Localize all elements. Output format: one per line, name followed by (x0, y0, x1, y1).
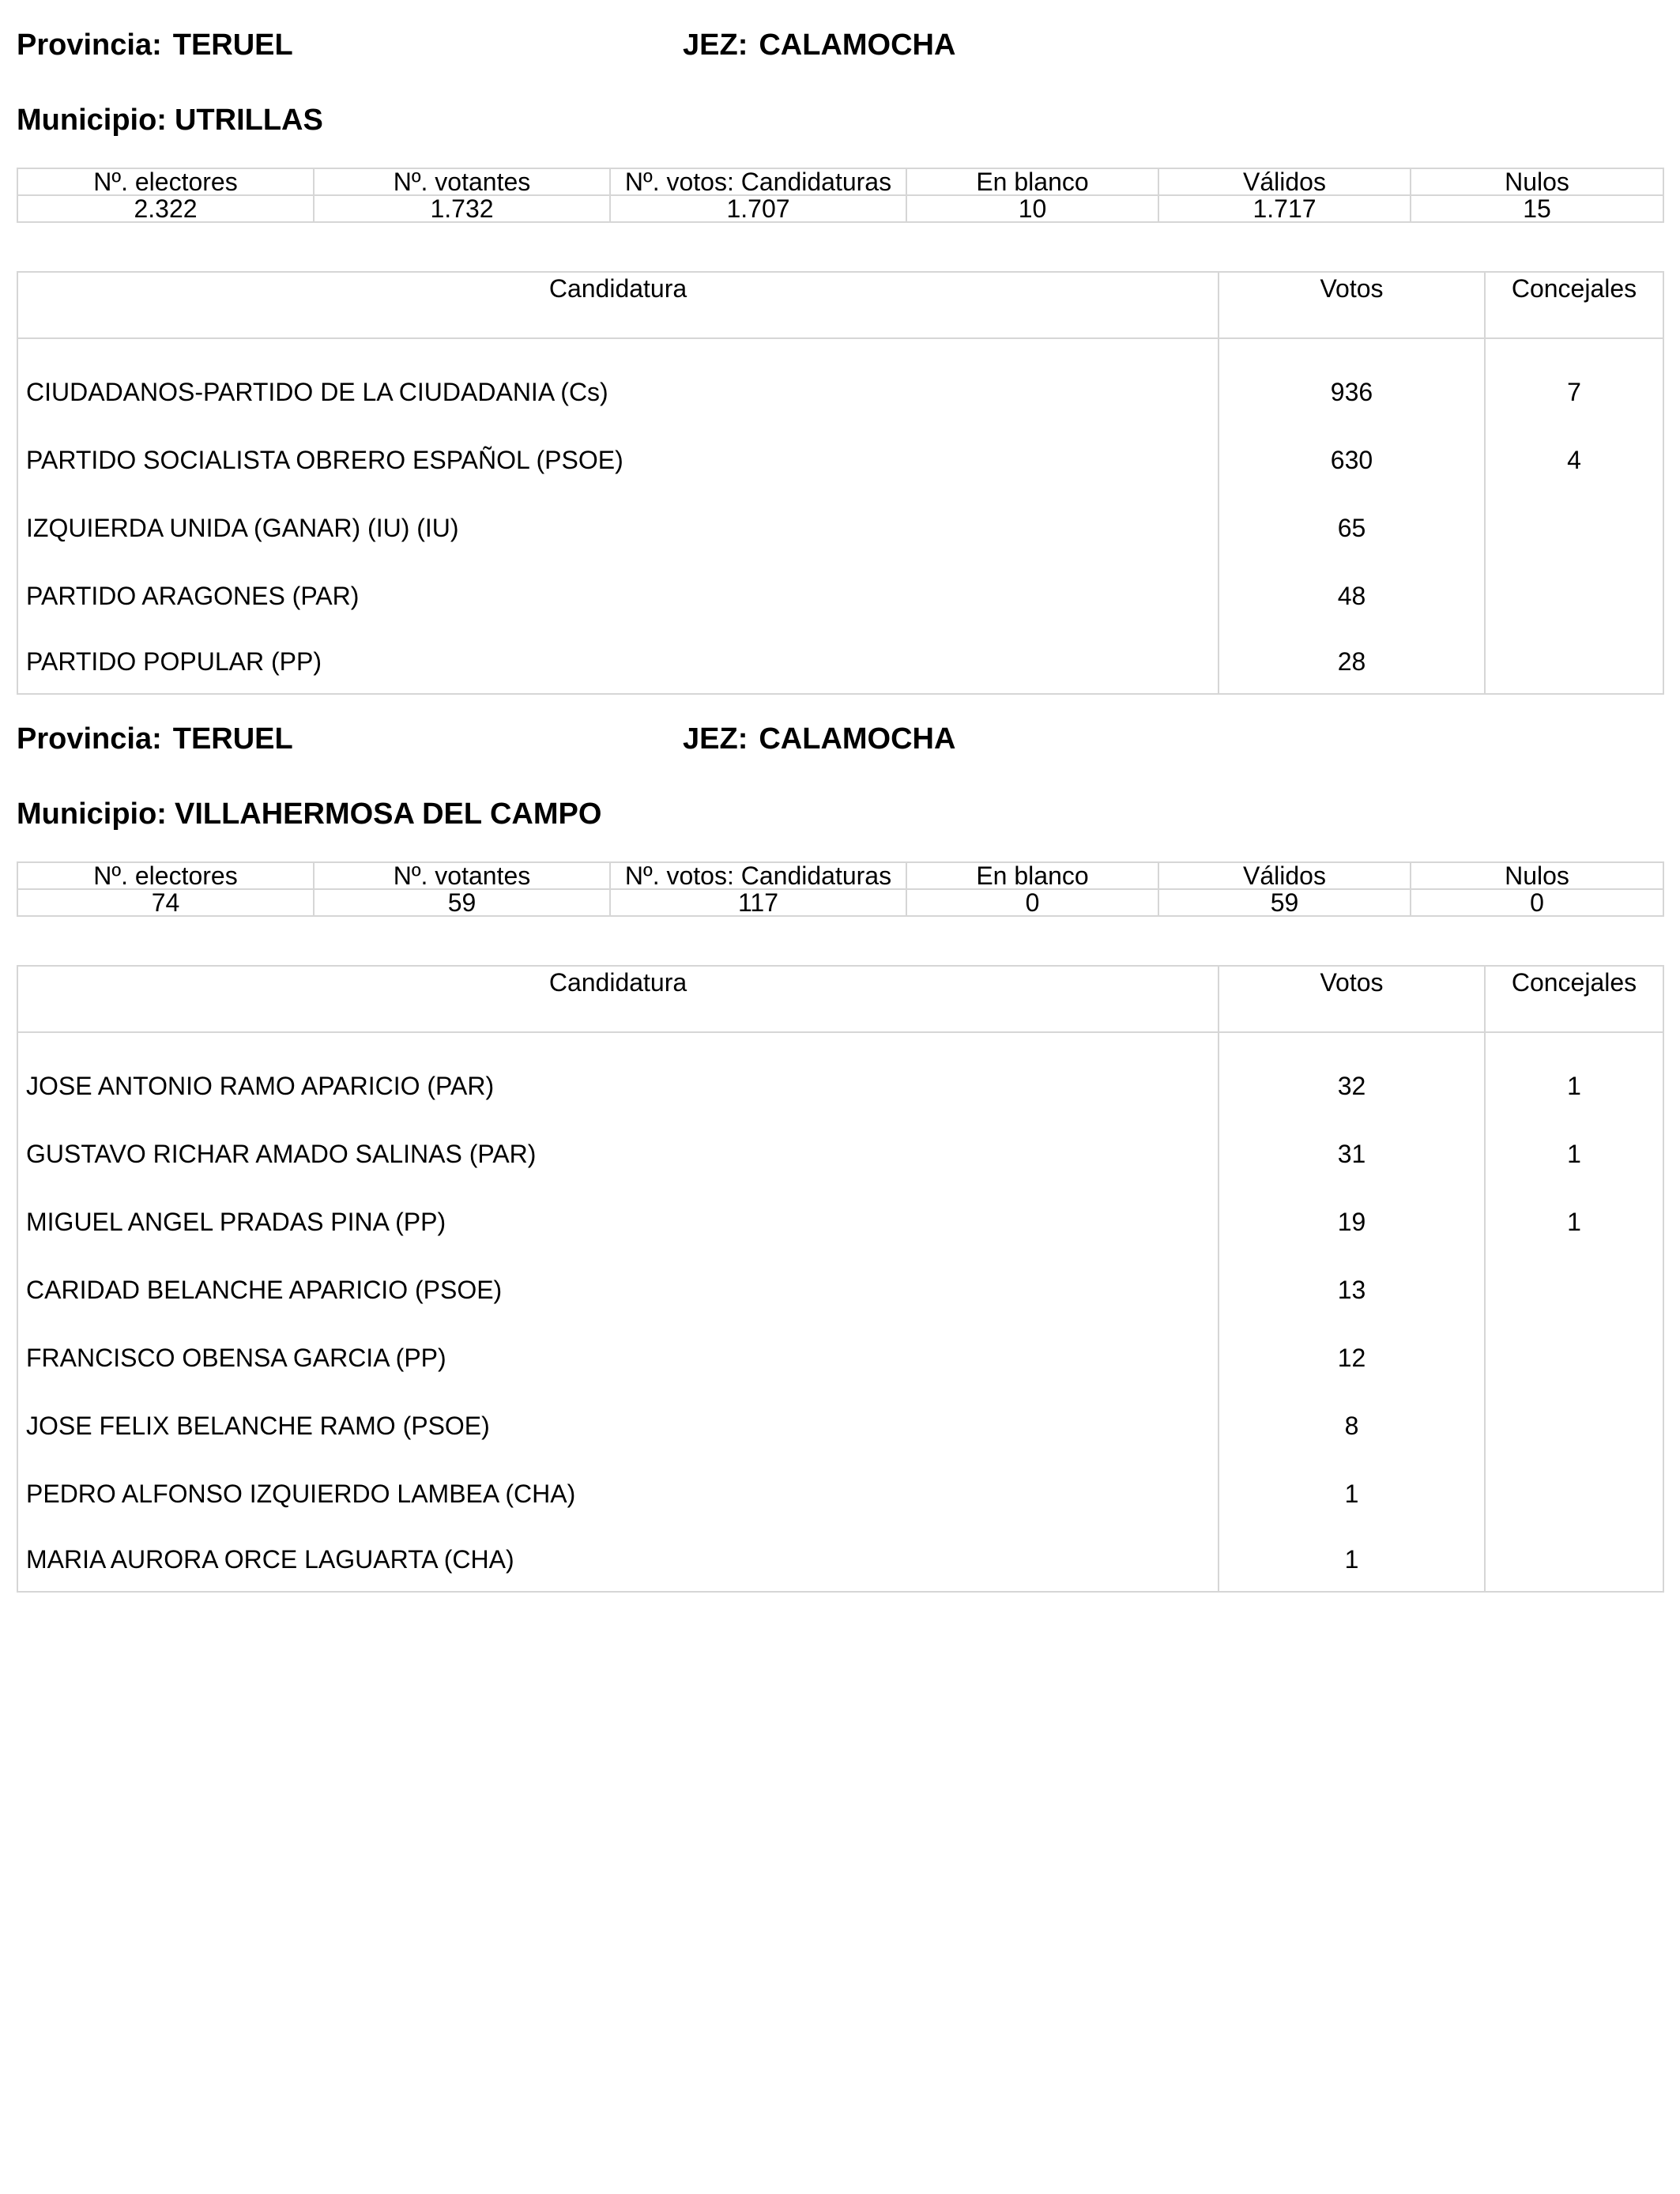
table-row (17, 562, 1663, 630)
candidate-votes: 19 (1219, 1188, 1485, 1256)
votos-header: Votos (1219, 966, 1485, 1032)
candidate-votes: 12 (1219, 1324, 1485, 1392)
summary-header-cell: Nulos (1411, 168, 1663, 195)
summary-header-row (17, 168, 1663, 195)
candidatura-header: Candidatura (17, 272, 1219, 338)
candidate-seats (1485, 1324, 1663, 1392)
candidate-votes: 13 (1219, 1256, 1485, 1324)
candidate-seats (1485, 562, 1663, 630)
concejales-header: Concejales (1485, 966, 1663, 1032)
candidate-votes: 28 (1219, 630, 1485, 694)
candidate-name: FRANCISCO OBENSA GARCIA (PP) (17, 1324, 1219, 1392)
candidatura-header: Candidatura (17, 966, 1219, 1032)
jez-label: JEZ: (683, 28, 748, 62)
summary-value-cell: 59 (1158, 889, 1411, 916)
table-row (17, 426, 1663, 494)
summary-header-cell: En blanco (906, 168, 1158, 195)
summary-value-cell: 1.707 (610, 195, 906, 222)
candidate-votes: 1 (1219, 1460, 1485, 1528)
candidates-header-row (17, 272, 1663, 338)
candidate-seats (1485, 1392, 1663, 1460)
summary-header-cell: Nº. votos: Candidaturas (610, 168, 906, 195)
table-row (17, 358, 1663, 426)
candidate-seats (1485, 494, 1663, 562)
votos-header: Votos (1219, 272, 1485, 338)
summary-header-cell: Nº. electores (17, 168, 314, 195)
candidate-name: PARTIDO SOCIALISTA OBRERO ESPAÑOL (PSOE) (17, 426, 1219, 494)
candidates-table (17, 965, 1664, 1593)
candidate-seats: 4 (1485, 426, 1663, 494)
municipio-value: UTRILLAS (174, 104, 323, 137)
candidate-votes: 936 (1219, 358, 1485, 426)
candidate-name: PARTIDO ARAGONES (PAR) (17, 562, 1219, 630)
concejales-header: Concejales (1485, 272, 1663, 338)
candidate-name: JOSE ANTONIO RAMO APARICIO (PAR) (17, 1052, 1219, 1120)
table-row (17, 630, 1663, 694)
candidate-seats: 1 (1485, 1188, 1663, 1256)
summary-header-cell: Nº. votos: Candidaturas (610, 862, 906, 889)
jez-label: JEZ: (683, 722, 748, 756)
candidate-name: GUSTAVO RICHAR AMADO SALINAS (PAR) (17, 1120, 1219, 1188)
table-row (17, 1188, 1663, 1256)
table-row (17, 1460, 1663, 1528)
candidate-name: PEDRO ALFONSO IZQUIERDO LAMBEA (CHA) (17, 1460, 1219, 1528)
candidate-votes: 1 (1219, 1528, 1485, 1592)
candidate-seats (1485, 1528, 1663, 1592)
municipio-value: VILLAHERMOSA DEL CAMPO (174, 797, 602, 831)
candidates-table (17, 271, 1664, 695)
summary-header-cell: Nº. electores (17, 862, 314, 889)
candidate-name: CARIDAD BELANCHE APARICIO (PSOE) (17, 1256, 1219, 1324)
summary-table (17, 168, 1664, 223)
table-spacer (17, 338, 1663, 358)
candidate-name: MARIA AURORA ORCE LAGUARTA (CHA) (17, 1528, 1219, 1592)
candidate-votes: 8 (1219, 1392, 1485, 1460)
summary-value-cell: 10 (906, 195, 1158, 222)
summary-header-cell: Válidos (1158, 168, 1411, 195)
jez-heading (683, 30, 955, 60)
summary-header-cell: Nulos (1411, 862, 1663, 889)
candidate-name: CIUDADANOS-PARTIDO DE LA CIUDADANIA (Cs) (17, 358, 1219, 426)
table-row (17, 1324, 1663, 1392)
table-spacer (17, 1032, 1663, 1052)
summary-value-cell: 59 (314, 889, 610, 916)
table-row (17, 1392, 1663, 1460)
candidate-votes: 630 (1219, 426, 1485, 494)
summary-header-cell: En blanco (906, 862, 1158, 889)
candidate-name: IZQUIERDA UNIDA (GANAR) (IU) (IU) (17, 494, 1219, 562)
table-row (17, 1256, 1663, 1324)
candidate-seats (1485, 1256, 1663, 1324)
provincia-value: TERUEL (172, 722, 293, 756)
municipio-heading (17, 105, 323, 135)
summary-value-cell: 1.732 (314, 195, 610, 222)
summary-value-cell: 15 (1411, 195, 1663, 222)
table-row (17, 1120, 1663, 1188)
candidate-seats (1485, 1460, 1663, 1528)
summary-header-row (17, 862, 1663, 889)
summary-header-cell: Válidos (1158, 862, 1411, 889)
candidate-votes: 48 (1219, 562, 1485, 630)
summary-value-cell: 1.717 (1158, 195, 1411, 222)
summary-header-cell: Nº. votantes (314, 168, 610, 195)
summary-value-cell: 117 (610, 889, 906, 916)
jez-value: CALAMOCHA (759, 28, 956, 62)
candidate-name: JOSE FELIX BELANCHE RAMO (PSOE) (17, 1392, 1219, 1460)
jez-heading (683, 724, 955, 754)
candidate-votes: 32 (1219, 1052, 1485, 1120)
candidate-votes: 31 (1219, 1120, 1485, 1188)
jez-value: CALAMOCHA (759, 722, 956, 756)
summary-value-cell: 0 (1411, 889, 1663, 916)
candidate-name: MIGUEL ANGEL PRADAS PINA (PP) (17, 1188, 1219, 1256)
table-row (17, 494, 1663, 562)
candidate-seats: 7 (1485, 358, 1663, 426)
municipio-label: Municipio: (17, 104, 167, 137)
provincia-label: Provincia: (17, 722, 162, 756)
summary-table (17, 861, 1664, 917)
provincia-value: TERUEL (172, 28, 293, 62)
candidate-seats: 1 (1485, 1052, 1663, 1120)
summary-value-cell: 0 (906, 889, 1158, 916)
candidate-seats: 1 (1485, 1120, 1663, 1188)
provincia-label: Provincia: (17, 28, 162, 62)
provincia-heading (17, 30, 293, 60)
summary-header-cell: Nº. votantes (314, 862, 610, 889)
provincia-heading (17, 724, 293, 754)
table-row (17, 1052, 1663, 1120)
candidates-header-row (17, 966, 1663, 1032)
summary-value-cell: 2.322 (17, 195, 314, 222)
municipio-label: Municipio: (17, 797, 167, 831)
summary-value-row (17, 195, 1663, 222)
municipio-heading (17, 799, 601, 829)
summary-value-row (17, 889, 1663, 916)
candidate-seats (1485, 630, 1663, 694)
candidate-name: PARTIDO POPULAR (PP) (17, 630, 1219, 694)
summary-value-cell: 74 (17, 889, 314, 916)
table-row (17, 1528, 1663, 1592)
candidate-votes: 65 (1219, 494, 1485, 562)
